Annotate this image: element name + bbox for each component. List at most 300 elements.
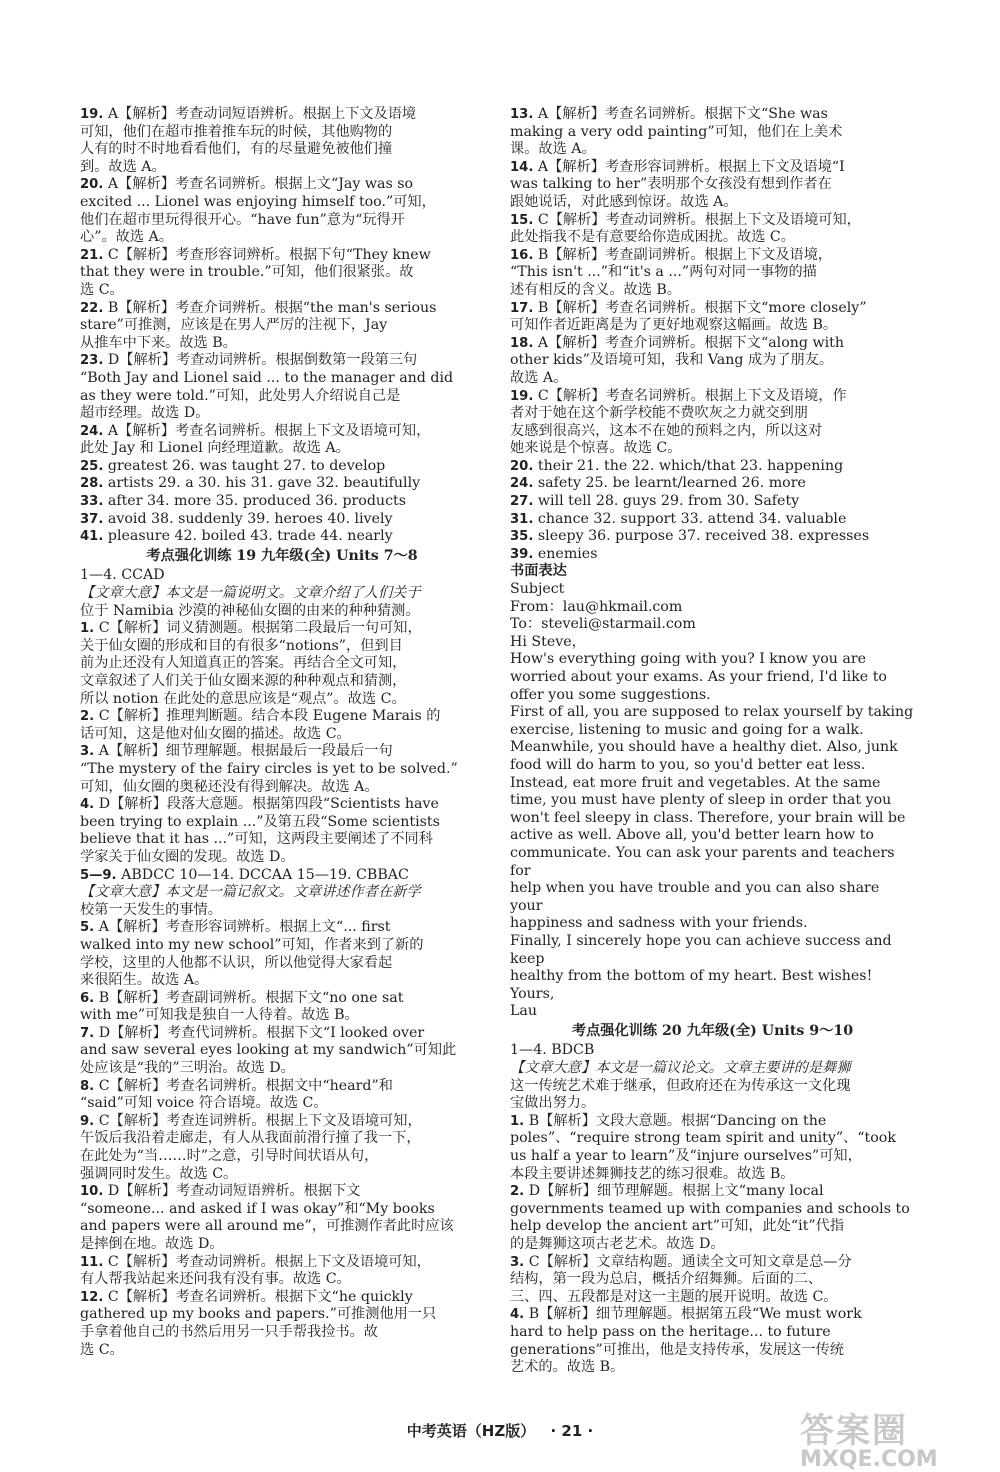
question-number: 1. [510, 1113, 525, 1129]
answer-text: 关于仙女圈的形成和目的有很多“notions”，但到目 [80, 637, 403, 654]
answer-line [510, 528, 915, 546]
answer-text: 心”。故选 A。 [80, 229, 173, 246]
answer-line [80, 1095, 484, 1113]
question-number: 6. [80, 990, 95, 1006]
answer-text: and papers were all around me”，可推测作者此时应该 [80, 1218, 454, 1235]
answer-text: A【解析】细节理解题。根据最后一段最后一句 [98, 743, 393, 760]
section-heading: 考点强化训练 19 九年级(全) Units 7～8 [146, 547, 418, 564]
answer-text: 从推车中下来。故选 B。 [80, 334, 237, 351]
answer-text: after 34. more 35. produced 36. products [107, 493, 407, 510]
answer-line [80, 567, 484, 585]
answer-line [510, 440, 915, 458]
answer-line [80, 1007, 484, 1025]
answer-text: Instead, eat more fruit and vegetables. At the same [510, 774, 881, 791]
answer-line [510, 634, 915, 652]
answer-line [510, 687, 915, 705]
answer-line [510, 1095, 915, 1113]
answer-text: with me”可知我是独自一人待着。故选 B。 [80, 1007, 359, 1024]
answer-text: excited ... Lionel was enjoying himself too.”可知， [80, 193, 436, 210]
answer-line [510, 300, 915, 318]
answer-text: 本段主要讲述舞狮技艺的练习很难。故选 B。 [510, 1165, 795, 1182]
answer-line [510, 212, 915, 230]
answer-text: making a very odd painting”可知，他们在上美术 [510, 123, 843, 140]
answer-line [80, 194, 484, 212]
page-number: · 21 · [550, 1422, 594, 1440]
answer-line [80, 673, 484, 691]
answer-line [80, 475, 484, 493]
answer-text: 友感到很高兴，这本不在她的预料之内，所以这对 [510, 422, 823, 439]
answer-text: C【解析】考查名词辨析。根据上下文及语境，作 [537, 387, 847, 404]
answer-text: “The mystery of the fairy circles is yet to be solved.” [80, 760, 458, 777]
answer-line [510, 423, 915, 441]
answer-line [80, 990, 484, 1008]
answer-text: A【解析】考查形容词辨析。根据上下文及语境“I [537, 158, 845, 175]
answer-text: B【解析】细节理解题。根据第五段“We must work [528, 1306, 862, 1323]
answer-line [80, 1183, 484, 1201]
answer-line [80, 1201, 484, 1219]
answer-text: 可知，仙女圈的奥秘还没有得到解决。故选 A。 [80, 778, 379, 795]
answer-text: greatest 26. was taught 27. to develop [107, 457, 386, 474]
answer-line [80, 229, 484, 247]
book-title: 中考英语（HZ版） [406, 1422, 536, 1440]
answer-line [510, 475, 915, 493]
answer-line [80, 638, 484, 656]
answer-text: believe that it has ...”可知，这两段主要阐述了不同科 [80, 831, 433, 848]
answer-line [80, 247, 484, 265]
answer-line [510, 845, 915, 880]
answer-line [510, 124, 915, 142]
question-number: 37. [80, 511, 104, 527]
answer-text: 跟她说话，对此感到惊讶。故选 A。 [510, 193, 738, 210]
question-number: 33. [80, 494, 104, 510]
answer-text: C【解析】文章结构题。通读全文可知文章是总—分 [528, 1253, 852, 1270]
answer-text: walked into my new school”可知，作者来到了新的 [80, 936, 424, 953]
answer-line [80, 937, 484, 955]
answer-line [80, 814, 484, 832]
answer-line [510, 704, 915, 722]
answer-line [510, 616, 915, 634]
answer-line [80, 264, 484, 282]
answer-text: B【解析】考查副词辨析。根据下文“no one sat [98, 989, 404, 1006]
answer-text: How's everything going with you? I know you are [510, 651, 867, 668]
answer-text: as they were told.”可知，此处男人介绍说自己是 [80, 387, 401, 404]
answer-line [510, 1306, 915, 1324]
watermark-url: MXQE.COM [800, 1447, 938, 1472]
answer-line [80, 1078, 484, 1096]
answer-line [510, 792, 915, 810]
answer-text: avoid 38. suddenly 39. heroes 40. lively [107, 510, 393, 527]
answer-text: 文章叙述了人们关于仙女圈来源的种种观点和猜测， [80, 673, 407, 689]
answer-line [510, 176, 915, 194]
answer-text: 到。故选 A。 [80, 158, 166, 175]
answer-text: 者对于她在这个新学校能不费吹灰之力就交到朋 [510, 405, 808, 422]
answer-text: 人有的时不时地看看他们，有的尽量避免被他们撞 [80, 141, 393, 158]
answer-text: generations”可推出，他是支持传承，发展这一传统 [510, 1341, 844, 1358]
answer-line [80, 1060, 484, 1078]
answer-text: B【解析】考查介词辨析。根据“the man's serious [107, 299, 437, 316]
answer-line [80, 691, 484, 709]
answer-line [80, 779, 484, 797]
answer-text: 1—4. BDCB [510, 1042, 595, 1059]
answer-text: sleepy 36. purpose 37. received 38. expresses [537, 528, 870, 545]
question-number: 2. [510, 1184, 525, 1200]
answer-line [510, 651, 915, 669]
answer-text: active as well. Above all, you'd better learn how to [510, 827, 874, 844]
answer-text: A【解析】考查介词辨析。根据下文“along with [537, 334, 844, 351]
answer-line [80, 1306, 484, 1324]
answer-line [510, 317, 915, 335]
answer-line [80, 370, 484, 388]
question-number: 25. [80, 458, 104, 474]
answer-line [510, 1078, 915, 1096]
answer-line [80, 176, 484, 194]
answer-text: 来很陌生。故选 A。 [80, 972, 209, 989]
question-number: 5. [80, 920, 95, 936]
answer-line [510, 282, 915, 300]
answer-line [80, 141, 484, 159]
question-number: 18. [510, 335, 534, 351]
question-number: 17. [510, 300, 534, 316]
answer-line [80, 388, 484, 406]
answer-text: Meanwhile, you should have a healthy diet. Also, junk [510, 739, 898, 756]
question-number: 27. [510, 494, 534, 510]
answer-line [80, 1324, 484, 1342]
question-number: 8. [80, 1078, 95, 1094]
right-column [510, 106, 915, 1377]
answer-line [510, 810, 915, 828]
answer-text: safety 25. be learnt/learned 26. more [537, 475, 806, 492]
answer-line [80, 1148, 484, 1166]
question-number: 5—9. [80, 867, 117, 883]
question-number: 15. [510, 212, 534, 228]
answer-text: gathered up my books and papers.”可推测他用一只 [80, 1306, 437, 1323]
answer-text: 所以 notion 在此处的意思应该是“观点”。故选 C。 [80, 690, 406, 707]
answer-line [80, 831, 484, 849]
answer-line [510, 968, 915, 986]
answer-line [510, 1042, 915, 1060]
watermark-main-text: 答案圈 [800, 1411, 908, 1451]
answer-text: will tell 28. guys 29. from 30. Safety [537, 493, 800, 510]
answer-text: 艺术的。故选 B。 [510, 1359, 625, 1376]
article-summary-line: 【文章大意】本文是一篇记叙文。文章讲述作者在新学 [80, 884, 421, 901]
answer-text: 故选 A。 [510, 369, 568, 386]
answer-text: stare”可推测，应该是在男人严厉的注视下，Jay [80, 317, 388, 334]
answer-text: was talking to her”表明那个女孩没有想到作者在 [510, 176, 832, 193]
answer-line [80, 972, 484, 990]
answer-line [80, 511, 484, 529]
answer-line [510, 264, 915, 282]
answer-text: 选 C。 [80, 281, 124, 298]
answer-line [510, 722, 915, 740]
answer-line [510, 1218, 915, 1236]
answer-text: B【解析】考查名词辨析。根据下文“more closely” [537, 299, 867, 316]
answer-line [80, 955, 484, 973]
question-number: 4. [80, 797, 95, 813]
answer-line [80, 159, 484, 177]
answer-text: happiness and sadness with your friends. [510, 915, 808, 932]
answer-text: help develop the ancient art”可知，此处“it”代指 [510, 1218, 845, 1235]
answer-text: 超市经理。故选 D。 [80, 405, 210, 422]
answer-text: chance 32. support 33. attend 34. valuable [537, 510, 847, 527]
answer-line [80, 493, 484, 511]
left-column [80, 106, 484, 1359]
watermark-logo [800, 1413, 938, 1471]
answer-line [510, 1148, 915, 1166]
answer-text: Finally, I sincerely hope you can achieve success and keep [510, 932, 892, 967]
answer-line [510, 546, 915, 564]
answer-line [510, 493, 915, 511]
answer-line [80, 352, 484, 370]
answer-text: A【解析】考查形容词辨析。根据上文“... first [98, 919, 391, 936]
answer-text: 此处 Jay 和 Lionel 向经理道歉。故选 A。 [80, 440, 350, 457]
answer-line [510, 915, 915, 933]
answer-line [510, 1342, 915, 1360]
answer-text: Lau [510, 1003, 538, 1020]
answer-line [510, 581, 915, 599]
answer-text: Hi Steve， [510, 633, 586, 650]
answer-line [510, 775, 915, 793]
answer-line [80, 423, 484, 441]
answer-text: “Both Jay and Lionel said ... to the manager and did [80, 369, 454, 386]
answer-text: 可知，他们在超市推着推车玩的时候，其他购物的 [80, 123, 393, 140]
answer-text: C【解析】词义猜测题。根据第二段最后一句可知， [98, 620, 422, 637]
answer-line [510, 1289, 915, 1307]
answer-line [510, 1113, 915, 1131]
answer-line [80, 458, 484, 476]
question-number: 19. [510, 388, 534, 404]
answer-text: C【解析】考查动词辨析。根据上下文及语境可知， [537, 211, 861, 228]
answer-line [510, 405, 915, 423]
answer-text: 位于 Namibia 沙漠的神秘仙女圈的由来的种种猜测。 [80, 602, 420, 619]
answer-text: C【解析】考查形容词辨析。根据下句“They knew [107, 246, 431, 263]
answer-text: help when you have trouble and you can also share your [510, 880, 880, 914]
answer-text: C【解析】考查动词辨析。根据上下文及语境可知， [107, 1253, 431, 1270]
answer-line [80, 743, 484, 761]
answer-line [510, 247, 915, 265]
question-number: 2. [80, 709, 95, 725]
question-number: 13. [510, 107, 534, 122]
answer-text: 选 C。 [80, 1341, 124, 1358]
question-number: 41. [80, 529, 104, 545]
answer-text: D【解析】考查代词辨析。根据下文“I looked over [98, 1024, 425, 1041]
answer-line [80, 317, 484, 335]
section-heading: 考点强化训练 20 九年级(全) Units 9～10 [571, 1022, 854, 1039]
answer-text: ABDCC 10—14. DCCAA 15—19. CBBAC [121, 866, 409, 883]
answer-line [510, 1183, 915, 1201]
answer-line [80, 1271, 484, 1289]
answer-text: worried about your exams. As your friend, I'd like to [510, 669, 887, 685]
question-number: 7. [80, 1025, 95, 1041]
question-number: 20. [80, 177, 104, 193]
answer-line [80, 1025, 484, 1043]
answer-text: 有人帮我站起来还问我有没有事。故选 C。 [80, 1271, 351, 1288]
answer-line [80, 655, 484, 673]
answer-line [510, 335, 915, 353]
answer-line [80, 282, 484, 300]
answer-text: 是摔倒在地。故选 D。 [80, 1236, 224, 1252]
answer-text: and saw several eyes looking at my sandwich”可知此 [80, 1042, 457, 1059]
answer-line [80, 1218, 484, 1236]
question-number: 16. [510, 247, 534, 263]
answer-text: 可知作者近距离是为了更好地观察这幅画。故选 B。 [510, 317, 838, 334]
answer-text: “someone... and asked if I was okay”和“My books [80, 1200, 435, 1217]
answer-line [80, 405, 484, 423]
answer-text: 午饭后我沿着走廊走，有人从我面前滑行撞了我一下， [80, 1130, 421, 1147]
answer-line [80, 620, 484, 638]
answer-text: D【解析】考查动词辨析。根据倒数第一段第三句 [107, 352, 418, 369]
answer-text: Subject [510, 581, 565, 598]
answer-line [80, 726, 484, 744]
answer-line [510, 352, 915, 370]
answer-line [510, 880, 915, 915]
answer-text: A【解析】考查名词辨析。根据上下文及语境可知， [107, 422, 431, 439]
question-number: 9. [80, 1113, 95, 1129]
question-number: 24. [80, 423, 104, 439]
answer-text: 结构，第一段为总启，概括介绍舞狮。后面的二、 [510, 1271, 823, 1288]
answer-text: 这一传统艺术难于继承，但政府还在为传承这一文化瑰 [510, 1077, 851, 1094]
answer-text: hard to help pass on the heritage... to future [510, 1323, 831, 1340]
answer-text: D【解析】细节理解题。根据上文“many local [528, 1183, 824, 1200]
question-number: 1. [80, 621, 95, 637]
answer-line [80, 335, 484, 353]
answer-text: artists 29. a 30. his 31. gave 32. beautifully [107, 475, 421, 492]
answer-line [80, 849, 484, 867]
answer-text: 他们在超市里玩得很开心。“have fun”意为“玩得开 [80, 211, 405, 228]
answer-text: C【解析】考查名词辨析。根据下文“he quickly [107, 1288, 413, 1305]
answer-text: 手拿着他自己的书然后用另一只手帮我捡书。故 [80, 1323, 378, 1340]
answer-line [510, 933, 915, 968]
answer-line [510, 194, 915, 212]
answer-line [80, 761, 484, 779]
answer-line [510, 986, 915, 1004]
answer-text: 述有相反的含义。故选 B。 [510, 281, 681, 298]
answer-line [510, 141, 915, 159]
answer-text: 课。故选 A。 [510, 141, 596, 158]
question-number: 3. [510, 1254, 525, 1270]
answer-text: B【解析】考查副词辨析。根据上下文及语境， [537, 246, 833, 263]
answer-line [80, 1113, 484, 1131]
answer-line [510, 1130, 915, 1148]
answer-text: exercise, listening to music and going for a walk. [510, 721, 864, 738]
question-number: 35. [510, 529, 534, 545]
answer-line [510, 1271, 915, 1289]
answer-text: 三、四、五段都是对这一主题的展开说明。故选 C。 [510, 1288, 838, 1305]
answer-text: 校第一天发生的事情。 [80, 901, 222, 918]
answer-line [510, 388, 915, 406]
answer-line [510, 1166, 915, 1184]
answer-text: “said”可知 voice 符合语境。故选 C。 [80, 1095, 328, 1112]
answer-line [510, 669, 915, 687]
answer-text: 前为止还没有人知道真正的答案。再结合全文可知， [80, 655, 407, 672]
answer-text: food will do harm to you, so you'd better eat less. [510, 756, 866, 773]
answer-line [510, 511, 915, 529]
answer-line [80, 1289, 484, 1307]
answer-text: pleasure 42. boiled 43. trade 44. nearly [107, 528, 393, 545]
answer-line [80, 124, 484, 142]
answer-text: B【解析】文段大意题。根据“Dancing on the [528, 1112, 827, 1129]
answer-text: C【解析】考查连词辨析。根据上下文及语境可知， [98, 1112, 422, 1129]
answer-line [80, 528, 484, 546]
answer-line [80, 1254, 484, 1272]
question-number: 12. [80, 1289, 104, 1305]
answer-line [510, 739, 915, 757]
question-number: 10. [80, 1184, 104, 1200]
question-number: 28. [80, 476, 104, 492]
answer-text: us half a year to learn”及“injure ourselves”可知， [510, 1148, 862, 1165]
article-summary-line: 【文章大意】本文是一篇说明文。文章介绍了人们关于 [80, 585, 421, 602]
answer-text: 强调同时发生。故选 C。 [80, 1165, 238, 1182]
question-number: 11. [80, 1254, 104, 1270]
subsection-heading: 书面表达 [510, 563, 567, 580]
answer-text: communicate. You can ask your parents and teachers for [510, 844, 895, 879]
question-number: 19. [80, 107, 104, 122]
question-number: 31. [510, 511, 534, 527]
answer-line [510, 1003, 915, 1021]
answer-text: enemies [537, 545, 598, 562]
answer-line [510, 106, 915, 124]
answer-text: their 21. the 22. which/that 23. happening [537, 457, 844, 474]
answer-line [510, 1236, 915, 1254]
question-number: 21. [80, 247, 104, 263]
answer-text: governments teamed up with companies and schools to [510, 1200, 910, 1217]
answer-text: offer you some suggestions. [510, 686, 711, 703]
answer-text: A【解析】考查名词辨析。根据下文“She was [537, 106, 828, 122]
answer-text: First of all, you are supposed to relax yourself by taking [510, 704, 914, 721]
answer-line [80, 708, 484, 726]
answer-text: other kids”及语境可知，我和 Vang 成为了朋友。 [510, 352, 834, 369]
answer-text: that they were in trouble.”可知，他们很紧张。故 [80, 264, 414, 281]
answer-line [80, 1042, 484, 1060]
question-number: 39. [510, 546, 534, 562]
answer-text: 她来说是个惊喜。故选 C。 [510, 440, 682, 457]
answer-text: 话可知，这是他对仙女圈的描述。故选 C。 [80, 725, 351, 742]
answer-text: 在此处为“当……时”之意，引导时间状语从句， [80, 1148, 379, 1165]
answer-line [80, 796, 484, 814]
answer-text: D【解析】段落大意题。根据第四段“Scientists have [98, 796, 439, 813]
answer-text: won't feel sleepy in class. Therefore, your brain will be [510, 809, 906, 826]
answer-text: time, you must have plenty of sleep in order that you [510, 792, 892, 809]
answer-text: 处应该是“我的”三明治。故选 D。 [80, 1060, 295, 1077]
answer-line [510, 1201, 915, 1219]
answer-line [510, 370, 915, 388]
answer-line [80, 300, 484, 318]
question-number: 14. [510, 159, 534, 175]
question-number: 4. [510, 1307, 525, 1323]
answer-line [80, 212, 484, 230]
answer-text: A【解析】考查名词辨析。根据上文“Jay was so [107, 176, 414, 193]
answer-text: A【解析】考查动词短语辨析。根据上下文及语境 [107, 106, 417, 122]
answer-line [80, 1166, 484, 1184]
answer-text: healthy from the bottom of my heart. Best wishes! [510, 968, 873, 985]
answer-line [510, 458, 915, 476]
question-number: 22. [80, 300, 104, 316]
answer-line [80, 919, 484, 937]
answer-text: 1—4. CCAD [80, 567, 165, 584]
answer-text: C【解析】考查名词辨析。根据文中“heard”和 [98, 1077, 393, 1094]
answer-line [510, 159, 915, 177]
answer-text: C【解析】推理判断题。结合本段 Eugene Marais 的 [98, 708, 441, 725]
answer-line [80, 603, 484, 621]
answer-text: To：steveli@starmail.com [510, 616, 696, 633]
answer-text: Yours, [510, 985, 555, 1002]
question-number: 3. [80, 744, 95, 760]
question-number: 23. [80, 353, 104, 369]
question-number: 20. [510, 458, 534, 474]
answer-line [80, 1130, 484, 1148]
answer-line [80, 440, 484, 458]
answer-text: D【解析】考查动词短语辨析。根据下文 [107, 1183, 361, 1200]
answer-text: 此处指我不是有意要给你造成困扰。故选 C。 [510, 229, 795, 246]
